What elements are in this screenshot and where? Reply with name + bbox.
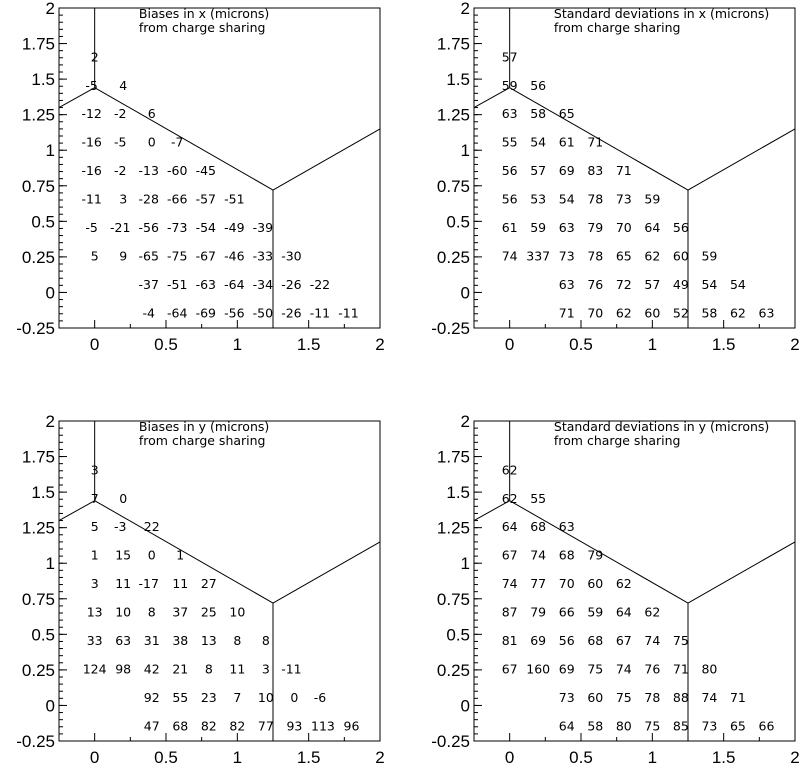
data-value-label: 0 bbox=[290, 689, 299, 705]
y-tick-label: 0.75 bbox=[436, 589, 470, 609]
data-value-label: 42 bbox=[143, 661, 160, 677]
data-value-label: 1 bbox=[90, 547, 99, 563]
data-value-label: 3 bbox=[90, 576, 99, 592]
data-value-label: 68 bbox=[558, 547, 575, 563]
data-value-label: 25 bbox=[200, 604, 217, 620]
x-tick-label: 1 bbox=[232, 748, 243, 765]
data-value-label: -57 bbox=[195, 191, 217, 207]
data-value-label: 0 bbox=[119, 490, 128, 506]
data-value-label: -39 bbox=[252, 220, 274, 236]
y-tick-label: -0.25 bbox=[431, 319, 470, 338]
x-tick-label: 0 bbox=[89, 748, 100, 765]
data-value-label: 63 bbox=[501, 106, 518, 122]
data-value-label: 7 bbox=[90, 490, 99, 506]
data-value-label: 3 bbox=[261, 661, 270, 677]
data-value-label: 82 bbox=[229, 718, 246, 734]
data-value-label: 55 bbox=[530, 490, 547, 506]
data-value-label: 58 bbox=[701, 305, 718, 321]
data-value-label: 70 bbox=[615, 220, 632, 236]
data-value-label: 63 bbox=[558, 519, 575, 535]
boundary-line-right bbox=[688, 129, 795, 190]
data-value-label: 60 bbox=[672, 248, 689, 264]
x-tick-label: 0.5 bbox=[569, 335, 593, 354]
data-value-label: 77 bbox=[257, 718, 274, 734]
data-value-label: 5 bbox=[90, 519, 99, 535]
y-tick-label: 0.75 bbox=[21, 589, 55, 609]
data-value-label: 74 bbox=[501, 576, 518, 592]
data-value-label: 66 bbox=[558, 604, 575, 620]
data-value-label: 64 bbox=[615, 604, 632, 620]
data-value-label: 77 bbox=[530, 576, 547, 592]
data-value-label: 63 bbox=[558, 220, 575, 236]
data-value-label: 59 bbox=[530, 220, 547, 236]
y-tick-label: 1.25 bbox=[21, 518, 55, 538]
data-value-label: 65 bbox=[615, 248, 632, 264]
data-value-label: -11 bbox=[309, 305, 331, 321]
data-value-label: 54 bbox=[701, 276, 718, 292]
boundary-line-right bbox=[273, 129, 380, 190]
y-tick-label: 1.75 bbox=[436, 34, 470, 54]
data-value-label: 75 bbox=[587, 661, 604, 677]
data-value-label: 67 bbox=[615, 633, 632, 649]
x-tick-label: 0 bbox=[504, 748, 515, 765]
y-tick-label: 0.25 bbox=[21, 247, 55, 267]
data-value-label: 72 bbox=[615, 276, 632, 292]
data-value-label: 61 bbox=[501, 220, 518, 236]
data-value-label: 5 bbox=[90, 248, 99, 264]
data-value-label: 78 bbox=[587, 248, 604, 264]
boundary-line-left bbox=[59, 501, 95, 521]
data-value-label: 64 bbox=[501, 519, 518, 535]
chart-panel-1 bbox=[16, 0, 384, 354]
y-tick-label: 1 bbox=[45, 554, 55, 574]
x-tick-label: 0.5 bbox=[154, 748, 178, 765]
data-value-label: 10 bbox=[229, 604, 246, 620]
data-value-label: 66 bbox=[758, 718, 775, 734]
data-value-label: -22 bbox=[309, 276, 331, 292]
y-tick-label: 1.25 bbox=[436, 518, 470, 538]
data-value-label: -30 bbox=[281, 248, 302, 264]
x-tick-label: 1 bbox=[647, 335, 658, 354]
data-value-label: -37 bbox=[138, 276, 159, 292]
data-value-label: 54 bbox=[729, 276, 746, 292]
data-value-label: 71 bbox=[587, 134, 604, 150]
data-value-label: 80 bbox=[615, 718, 632, 734]
data-value-label: 63 bbox=[758, 305, 775, 321]
y-tick-label: 1.5 bbox=[31, 483, 55, 503]
data-value-label: 87 bbox=[501, 604, 518, 620]
x-tick-label: 1.5 bbox=[296, 335, 321, 354]
data-value-label: 113 bbox=[311, 718, 335, 734]
data-value-label: 57 bbox=[530, 163, 547, 179]
data-value-label: -28 bbox=[138, 191, 159, 207]
data-value-label: 93 bbox=[286, 718, 303, 734]
boundary-line-right bbox=[688, 542, 795, 603]
data-value-label: 53 bbox=[530, 191, 547, 207]
data-value-label: -21 bbox=[109, 220, 131, 236]
data-value-label: -11 bbox=[338, 305, 359, 321]
data-value-label: 73 bbox=[615, 191, 632, 207]
data-value-label: -69 bbox=[195, 305, 217, 321]
data-value-label: -73 bbox=[167, 220, 188, 236]
data-value-label: 62 bbox=[644, 604, 661, 620]
data-value-label: 64 bbox=[558, 718, 575, 734]
data-value-label: 56 bbox=[501, 191, 518, 207]
data-value-label: -11 bbox=[81, 191, 102, 207]
data-value-label: -16 bbox=[81, 134, 102, 150]
data-value-label: 7 bbox=[233, 689, 242, 705]
x-tick-label: 0.5 bbox=[569, 748, 593, 765]
data-value-label: 71 bbox=[615, 163, 632, 179]
data-value-label: 10 bbox=[115, 604, 132, 620]
data-value-label: -50 bbox=[252, 305, 274, 321]
x-tick-label: 1.5 bbox=[296, 748, 321, 765]
data-value-label: 8 bbox=[261, 633, 270, 649]
data-value-label: -13 bbox=[138, 163, 159, 179]
data-value-label: 59 bbox=[644, 191, 661, 207]
data-value-label: 76 bbox=[587, 276, 604, 292]
chart-title: Biases in x (microns) bbox=[138, 5, 270, 21]
data-value-label: 55 bbox=[501, 134, 518, 150]
data-value-label: 4 bbox=[119, 77, 128, 93]
data-value-label: 54 bbox=[558, 191, 575, 207]
data-value-label: 73 bbox=[558, 689, 575, 705]
data-value-label: 62 bbox=[501, 462, 518, 478]
plot-frame bbox=[59, 5, 380, 328]
data-value-label: 76 bbox=[644, 661, 661, 677]
y-tick-label: 1.75 bbox=[436, 447, 470, 467]
chart-subtitle: from charge sharing bbox=[553, 433, 681, 449]
x-tick-label: 1.5 bbox=[711, 748, 736, 765]
data-value-label: 78 bbox=[587, 191, 604, 207]
data-value-label: 60 bbox=[587, 576, 604, 592]
data-value-label: 62 bbox=[644, 248, 661, 264]
data-value-label: 13 bbox=[86, 604, 103, 620]
data-value-label: -5 bbox=[85, 220, 98, 236]
y-tick-label: 2 bbox=[460, 412, 470, 431]
data-value-label: 52 bbox=[672, 305, 689, 321]
x-tick-label: 2 bbox=[790, 748, 800, 765]
data-value-label: 62 bbox=[729, 305, 746, 321]
y-tick-label: -0.25 bbox=[431, 732, 470, 751]
x-tick-label: 2 bbox=[375, 335, 385, 354]
data-value-label: 56 bbox=[558, 633, 575, 649]
x-tick-label: 0.5 bbox=[154, 335, 178, 354]
data-value-label: 11 bbox=[172, 576, 189, 592]
y-tick-label: 2 bbox=[460, 0, 470, 18]
y-tick-label: 0.5 bbox=[31, 212, 55, 232]
y-tick-label: 1.5 bbox=[31, 70, 55, 90]
data-value-label: 337 bbox=[526, 248, 551, 264]
x-tick-label: 2 bbox=[790, 335, 800, 354]
data-value-label: -26 bbox=[281, 276, 302, 292]
data-value-label: 65 bbox=[729, 718, 746, 734]
y-tick-label: 1.5 bbox=[446, 70, 470, 90]
x-tick-label: 0 bbox=[89, 335, 100, 354]
chart-panel-3 bbox=[16, 412, 384, 765]
data-value-label: 3 bbox=[90, 462, 99, 478]
data-value-label: 69 bbox=[530, 633, 547, 649]
data-value-label: 0 bbox=[147, 134, 156, 150]
data-value-label: 85 bbox=[672, 718, 689, 734]
data-value-label: -17 bbox=[138, 576, 159, 592]
data-value-label: 8 bbox=[233, 633, 242, 649]
data-value-label: 37 bbox=[172, 604, 189, 620]
data-value-label: 33 bbox=[86, 633, 103, 649]
data-value-label: 68 bbox=[172, 718, 189, 734]
y-tick-label: 0 bbox=[460, 283, 470, 303]
data-value-label: -64 bbox=[224, 276, 245, 292]
data-value-label: 74 bbox=[501, 248, 518, 264]
data-value-label: 23 bbox=[200, 689, 217, 705]
data-value-label: 59 bbox=[587, 604, 604, 620]
data-value-label: 49 bbox=[672, 276, 689, 292]
data-value-label: 73 bbox=[558, 248, 575, 264]
data-value-label: 56 bbox=[672, 220, 689, 236]
data-value-label: 22 bbox=[143, 519, 160, 535]
data-value-label: 60 bbox=[587, 689, 604, 705]
data-value-label: 80 bbox=[701, 661, 718, 677]
data-value-label: 11 bbox=[229, 661, 246, 677]
y-tick-label: 1 bbox=[460, 141, 470, 161]
data-value-label: 78 bbox=[644, 689, 661, 705]
data-value-label: 15 bbox=[115, 547, 132, 563]
y-tick-label: 0.5 bbox=[446, 212, 470, 232]
data-value-label: 57 bbox=[501, 49, 518, 65]
data-value-label: 47 bbox=[143, 718, 160, 734]
data-value-label: 83 bbox=[587, 163, 604, 179]
data-value-label: 82 bbox=[200, 718, 217, 734]
data-value-label: 56 bbox=[501, 163, 518, 179]
x-tick-label: 2 bbox=[375, 748, 385, 765]
data-value-label: -65 bbox=[138, 248, 159, 264]
y-tick-label: 1.5 bbox=[446, 483, 470, 503]
data-value-label: -2 bbox=[113, 163, 127, 179]
data-value-label: 38 bbox=[172, 633, 189, 649]
data-value-label: 71 bbox=[729, 689, 746, 705]
data-value-label: 10 bbox=[257, 689, 274, 705]
data-value-label: 60 bbox=[644, 305, 661, 321]
data-value-label: 57 bbox=[644, 276, 661, 292]
data-value-label: -16 bbox=[81, 163, 102, 179]
y-tick-label: 1 bbox=[45, 141, 55, 161]
y-tick-label: -0.25 bbox=[16, 732, 55, 751]
chart-title: Standard deviations in y (microns) bbox=[553, 418, 770, 434]
x-tick-label: 0 bbox=[504, 335, 515, 354]
data-value-label: -51 bbox=[224, 191, 245, 207]
data-value-label: 75 bbox=[644, 718, 661, 734]
data-value-label: 61 bbox=[558, 134, 575, 150]
data-value-label: 70 bbox=[558, 576, 575, 592]
data-value-label: 55 bbox=[172, 689, 189, 705]
data-value-label: -49 bbox=[224, 220, 245, 236]
data-value-label: 62 bbox=[501, 490, 518, 506]
data-value-label: -64 bbox=[167, 305, 188, 321]
y-tick-label: 0.75 bbox=[21, 176, 55, 196]
y-tick-label: 0.75 bbox=[436, 176, 470, 196]
data-value-label: -60 bbox=[167, 163, 188, 179]
y-tick-label: 1.25 bbox=[436, 105, 470, 125]
data-value-label: 74 bbox=[701, 689, 718, 705]
data-value-label: -56 bbox=[138, 220, 159, 236]
x-tick-label: 1.5 bbox=[711, 335, 736, 354]
chart-panel-4 bbox=[431, 412, 799, 765]
data-value-label: 21 bbox=[172, 661, 189, 677]
data-value-label: 65 bbox=[558, 106, 575, 122]
data-value-label: -67 bbox=[195, 248, 217, 264]
x-tick-label: 1 bbox=[647, 748, 658, 765]
plot-frame bbox=[474, 418, 795, 741]
data-value-label: 124 bbox=[82, 661, 107, 677]
data-value-label: 11 bbox=[115, 576, 132, 592]
y-tick-label: 0.5 bbox=[446, 625, 470, 645]
data-value-label: 71 bbox=[672, 661, 689, 677]
data-value-label: -46 bbox=[224, 248, 245, 264]
boundary-line-right bbox=[273, 542, 380, 603]
data-value-label: -7 bbox=[171, 134, 184, 150]
data-value-label: 79 bbox=[587, 220, 604, 236]
data-value-label: 68 bbox=[587, 633, 604, 649]
data-value-label: 9 bbox=[119, 248, 128, 264]
data-value-label: 62 bbox=[615, 576, 632, 592]
data-value-label: -45 bbox=[195, 163, 217, 179]
data-value-label: 79 bbox=[587, 547, 604, 563]
data-value-label: 74 bbox=[530, 547, 547, 563]
data-value-label: -6 bbox=[313, 689, 327, 705]
y-tick-label: 1.75 bbox=[21, 34, 55, 54]
data-value-label: 75 bbox=[615, 689, 632, 705]
y-tick-label: 1.75 bbox=[21, 447, 55, 467]
data-value-label: 63 bbox=[558, 276, 575, 292]
data-value-label: 92 bbox=[143, 689, 160, 705]
y-tick-label: 1 bbox=[460, 554, 470, 574]
data-value-label: -56 bbox=[224, 305, 245, 321]
y-tick-label: 0 bbox=[460, 696, 470, 716]
data-value-label: 79 bbox=[530, 604, 547, 620]
chart-subtitle: from charge sharing bbox=[553, 20, 681, 36]
data-value-label: 62 bbox=[615, 305, 632, 321]
data-value-label: 8 bbox=[204, 661, 213, 677]
data-value-label: -75 bbox=[167, 248, 188, 264]
y-tick-label: 1.25 bbox=[21, 105, 55, 125]
data-value-label: 73 bbox=[701, 718, 718, 734]
plot-frame bbox=[474, 5, 795, 328]
data-value-label: 0 bbox=[147, 547, 156, 563]
data-value-label: -2 bbox=[113, 106, 127, 122]
data-value-label: 63 bbox=[115, 633, 132, 649]
data-value-label: 27 bbox=[200, 576, 217, 592]
y-tick-label: 2 bbox=[45, 412, 55, 431]
data-value-label: 59 bbox=[501, 77, 518, 93]
data-value-label: 69 bbox=[558, 661, 575, 677]
y-tick-label: 0 bbox=[45, 696, 55, 716]
data-value-label: 68 bbox=[530, 519, 547, 535]
data-value-label: 96 bbox=[343, 718, 360, 734]
y-tick-label: 0.25 bbox=[21, 660, 55, 680]
data-value-label: -5 bbox=[85, 77, 98, 93]
data-value-label: 81 bbox=[501, 633, 518, 649]
data-value-label: -3 bbox=[113, 519, 127, 535]
data-value-label: 2 bbox=[90, 49, 99, 65]
data-value-label: -11 bbox=[281, 661, 302, 677]
data-value-label: -63 bbox=[195, 276, 217, 292]
data-value-label: 70 bbox=[587, 305, 604, 321]
data-value-label: -5 bbox=[113, 134, 127, 150]
data-value-label: 8 bbox=[147, 604, 156, 620]
data-value-label: 59 bbox=[701, 248, 718, 264]
y-tick-label: 0.25 bbox=[436, 247, 470, 267]
chart-panel-2 bbox=[431, 0, 799, 354]
data-value-label: -66 bbox=[167, 191, 188, 207]
y-tick-label: 0.5 bbox=[31, 625, 55, 645]
data-value-label: 88 bbox=[672, 689, 689, 705]
data-value-label: 98 bbox=[115, 661, 132, 677]
data-value-label: 74 bbox=[644, 633, 661, 649]
data-value-label: 71 bbox=[558, 305, 575, 321]
y-tick-label: 2 bbox=[45, 0, 55, 18]
data-value-label: 58 bbox=[530, 106, 547, 122]
data-value-label: 13 bbox=[200, 633, 217, 649]
data-value-label: 69 bbox=[558, 163, 575, 179]
data-value-label: 74 bbox=[615, 661, 632, 677]
data-value-label: 54 bbox=[530, 134, 547, 150]
data-value-label: 1 bbox=[176, 547, 185, 563]
data-value-label: 160 bbox=[526, 661, 551, 677]
data-value-label: 56 bbox=[530, 77, 547, 93]
data-value-label: -34 bbox=[252, 276, 274, 292]
data-value-label: -54 bbox=[195, 220, 217, 236]
chart-title: Biases in y (microns) bbox=[138, 418, 270, 434]
y-tick-label: -0.25 bbox=[16, 319, 55, 338]
data-value-label: -12 bbox=[81, 106, 102, 122]
plot-frame bbox=[59, 418, 380, 741]
y-tick-label: 0 bbox=[45, 283, 55, 303]
y-tick-label: 0.25 bbox=[436, 660, 470, 680]
chart-subtitle: from charge sharing bbox=[138, 433, 266, 449]
chart-title: Standard deviations in x (microns) bbox=[553, 5, 770, 21]
data-value-label: 3 bbox=[119, 191, 128, 207]
data-value-label: 75 bbox=[672, 633, 689, 649]
data-value-label: 64 bbox=[644, 220, 661, 236]
data-value-label: 31 bbox=[143, 633, 160, 649]
data-value-label: 67 bbox=[501, 547, 518, 563]
data-value-label: 67 bbox=[501, 661, 518, 677]
data-value-label: -51 bbox=[167, 276, 188, 292]
data-value-label: 58 bbox=[587, 718, 604, 734]
data-value-label: -33 bbox=[252, 248, 274, 264]
chart-subtitle: from charge sharing bbox=[138, 20, 266, 36]
data-value-label: 6 bbox=[147, 106, 156, 122]
data-value-label: -4 bbox=[142, 305, 155, 321]
data-value-label: -26 bbox=[281, 305, 302, 321]
x-tick-label: 1 bbox=[232, 335, 243, 354]
